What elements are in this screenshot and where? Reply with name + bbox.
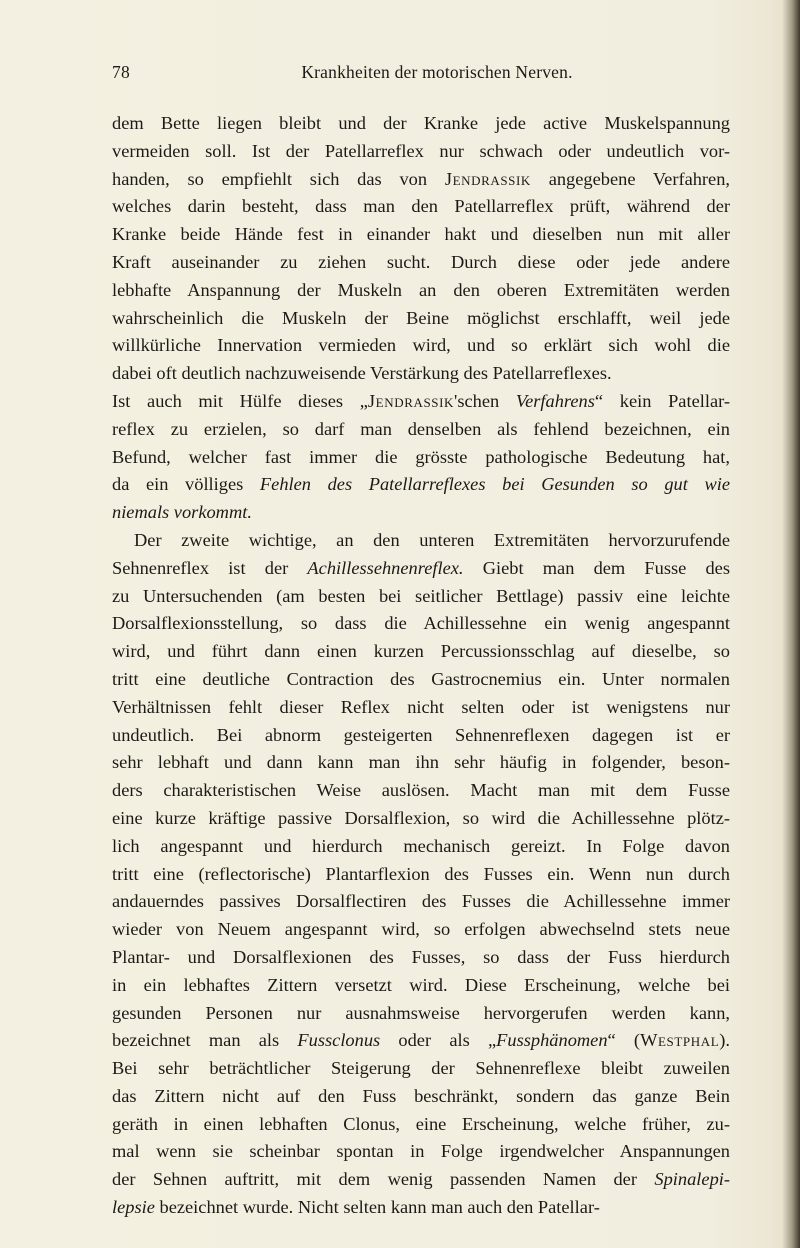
text-line (112, 1138, 730, 1166)
text-segment: 'schen (454, 390, 516, 411)
page-header (112, 62, 732, 86)
text-line (112, 666, 730, 694)
text-segment: wieder von Neuem angespannt wird, so erfolgen abwechselnd stets neue (112, 919, 730, 940)
text-line (112, 110, 730, 138)
text-segment: der Sehnen auftritt, mit dem wenig passenden Namen der (112, 1169, 655, 1190)
text-segment: zu Untersuchenden (am besten bei seitlicher Bettlage) passiv eine leichte (112, 585, 730, 606)
text-line (112, 499, 730, 527)
emphasis-text: Verfahrens (515, 390, 595, 411)
text-line (112, 722, 730, 750)
emphasis-text: lepsie (112, 1197, 155, 1218)
text-segment: Der zweite wichtige, an den unteren Extremitäten hervorzurufende (134, 529, 730, 550)
text-segment: undeutlich. Bei abnorm gesteigerten Sehnenreflexen dagegen ist er (112, 724, 730, 745)
text-line (112, 166, 730, 194)
text-line (112, 1194, 730, 1222)
text-segment: geräth in einen lebhaften Clonus, eine Erscheinung, welche früher, zu- (112, 1113, 730, 1134)
text-line (112, 1055, 730, 1083)
text-line (112, 221, 730, 249)
text-segment: tritt eine deutliche Contraction des Gastrocnemius ein. Unter normalen (112, 668, 730, 689)
text-segment: das Zittern nicht auf den Fuss beschränkt, sondern das ganze Bein (112, 1085, 730, 1106)
text-segment: gesunden Personen nur ausnahmsweise hervorgerufen werden kann, (112, 1002, 730, 1023)
author-name: Jendrassik (367, 390, 455, 411)
text-segment: lich angespannt und hierdurch mechanisch gereizt. In Folge davon (112, 835, 730, 856)
text-line (112, 277, 730, 305)
text-line (112, 694, 730, 722)
text-segment: andauerndes passives Dorsalflectiren des Fusses die Achillessehne immer (112, 891, 730, 912)
text-segment: Ist auch mit Hülfe dieses „ (112, 390, 368, 411)
text-segment: bezeichnet man als (112, 1030, 298, 1051)
author-name: Westphal (640, 1030, 720, 1051)
text-segment: Plantar- und Dorsalflexionen des Fusses, so dass der Fuss hierdurch (112, 946, 730, 967)
binding-shadow (782, 0, 800, 1248)
text-segment: ). (719, 1030, 730, 1051)
text-line (112, 583, 730, 611)
emphasis-text: Fussclonus (297, 1030, 381, 1051)
running-title: Krankheiten der motorischen Nerven. (301, 62, 573, 82)
text-segment: dem Bette liegen bleibt und der Kranke jede active Muskelspannung (112, 113, 730, 133)
text-segment: eine kurze kräftige passive Dorsalflexion, so wird die Achillessehne plötz- (112, 807, 730, 828)
text-line (112, 916, 730, 944)
text-line (112, 138, 730, 166)
emphasis-text: Achillessehnenreflex. (307, 557, 464, 578)
text-line (112, 1083, 730, 1111)
text-line (112, 444, 730, 472)
text-line (112, 555, 730, 583)
text-segment: reflex zu erzielen, so darf man denselben als fehlend bezeichnen, ein (112, 418, 730, 439)
text-segment: bezeichnet wurde. Nicht selten kann man auch den Patellar- (154, 1197, 600, 1218)
author-name: Jendrassik (444, 168, 531, 189)
text-segment: lebhafte Anspannung der Muskeln an den oberen Extremitäten werden (112, 279, 730, 300)
text-line (112, 193, 730, 221)
text-segment: mal wenn sie scheinbar spontan in Folge irgendwelcher Anspannungen (112, 1141, 730, 1162)
text-line (112, 749, 730, 777)
text-segment: angegebene Verfahren, (530, 168, 730, 189)
body-text (112, 110, 730, 1222)
text-segment: “ kein Patellar- (594, 390, 730, 411)
text-segment: handen, so empfiehlt sich das von (112, 168, 445, 189)
emphasis-text: Fussphänomen (496, 1030, 608, 1051)
text-line (112, 972, 730, 1000)
text-line (112, 861, 730, 889)
text-segment: in ein lebhaftes Zittern versetzt wird. Diese Erscheinung, welche bei (112, 974, 730, 995)
text-line (112, 888, 730, 916)
text-line (112, 833, 730, 861)
text-line (112, 471, 730, 499)
emphasis-text: Spinalepi- (654, 1169, 730, 1190)
text-segment: ders charakteristischen Weise auslösen. Macht man mit dem Fusse (112, 780, 730, 801)
text-segment: wird, und führt dann einen kurzen Percussionsschlag auf dieselbe, so (112, 641, 730, 662)
emphasis-text: Fehlen des Patellarreflexes bei Gesunden so gut wie (259, 474, 730, 495)
text-line (112, 249, 730, 277)
text-segment: Giebt man dem Fusse des (463, 557, 730, 578)
text-line (112, 360, 730, 388)
text-segment: Sehnenreflex ist der (112, 557, 308, 578)
text-segment: vermeiden soll. Ist der Patellarreflex nur schwach oder undeutlich vor- (112, 140, 730, 161)
text-segment: oder als „ (380, 1030, 497, 1051)
text-segment: dabei oft deutlich nachzuweisende Verstärkung des Patellarreflexes. (112, 363, 612, 384)
text-line (112, 638, 730, 666)
text-line (112, 388, 730, 416)
text-line (112, 1000, 730, 1028)
text-segment: “ ( (607, 1030, 641, 1051)
text-segment: wahrscheinlich die Muskeln der Beine möglichst erschlafft, weil jede (112, 307, 730, 328)
text-line (112, 416, 730, 444)
text-segment: Bei sehr beträchtlicher Steigerung der Sehnenreflexe bleibt zuweilen (112, 1058, 730, 1079)
text-segment: tritt eine (reflectorische) Plantarflexion des Fusses ein. Wenn nun durch (112, 863, 730, 884)
text-line (112, 944, 730, 972)
text-line (112, 805, 730, 833)
text-segment: Kraft auseinander zu ziehen sucht. Durch diese oder jede andere (112, 251, 730, 272)
text-segment: willkürliche Innervation vermieden wird, und so erklärt sich wohl die (112, 335, 730, 356)
text-line (112, 1027, 730, 1055)
text-segment: sehr lebhaft und dann kann man ihn sehr häufig in folgender, beson- (112, 752, 730, 773)
text-line (112, 1111, 730, 1139)
text-segment: Kranke beide Hände fest in einander hakt und dieselben nun mit aller (112, 224, 730, 245)
text-segment: Befund, welcher fast immer die grösste pathologische Bedeutung hat, (112, 446, 730, 467)
page-number: 78 (112, 62, 130, 82)
text-line (112, 777, 730, 805)
text-line (112, 332, 730, 360)
text-line (112, 610, 730, 638)
text-segment: Dorsalflexionsstellung, so dass die Achillessehne ein wenig angespannt (112, 613, 730, 634)
text-segment: Verhältnissen fehlt dieser Reflex nicht selten oder ist wenigstens nur (112, 696, 730, 717)
text-line (112, 527, 730, 555)
text-segment: da ein völliges (112, 474, 260, 495)
text-segment: welches darin besteht, dass man den Patellarreflex prüft, während der (112, 196, 730, 217)
text-line (112, 305, 730, 333)
text-line (112, 1166, 730, 1194)
emphasis-text: niemals vorkommt. (112, 502, 252, 523)
